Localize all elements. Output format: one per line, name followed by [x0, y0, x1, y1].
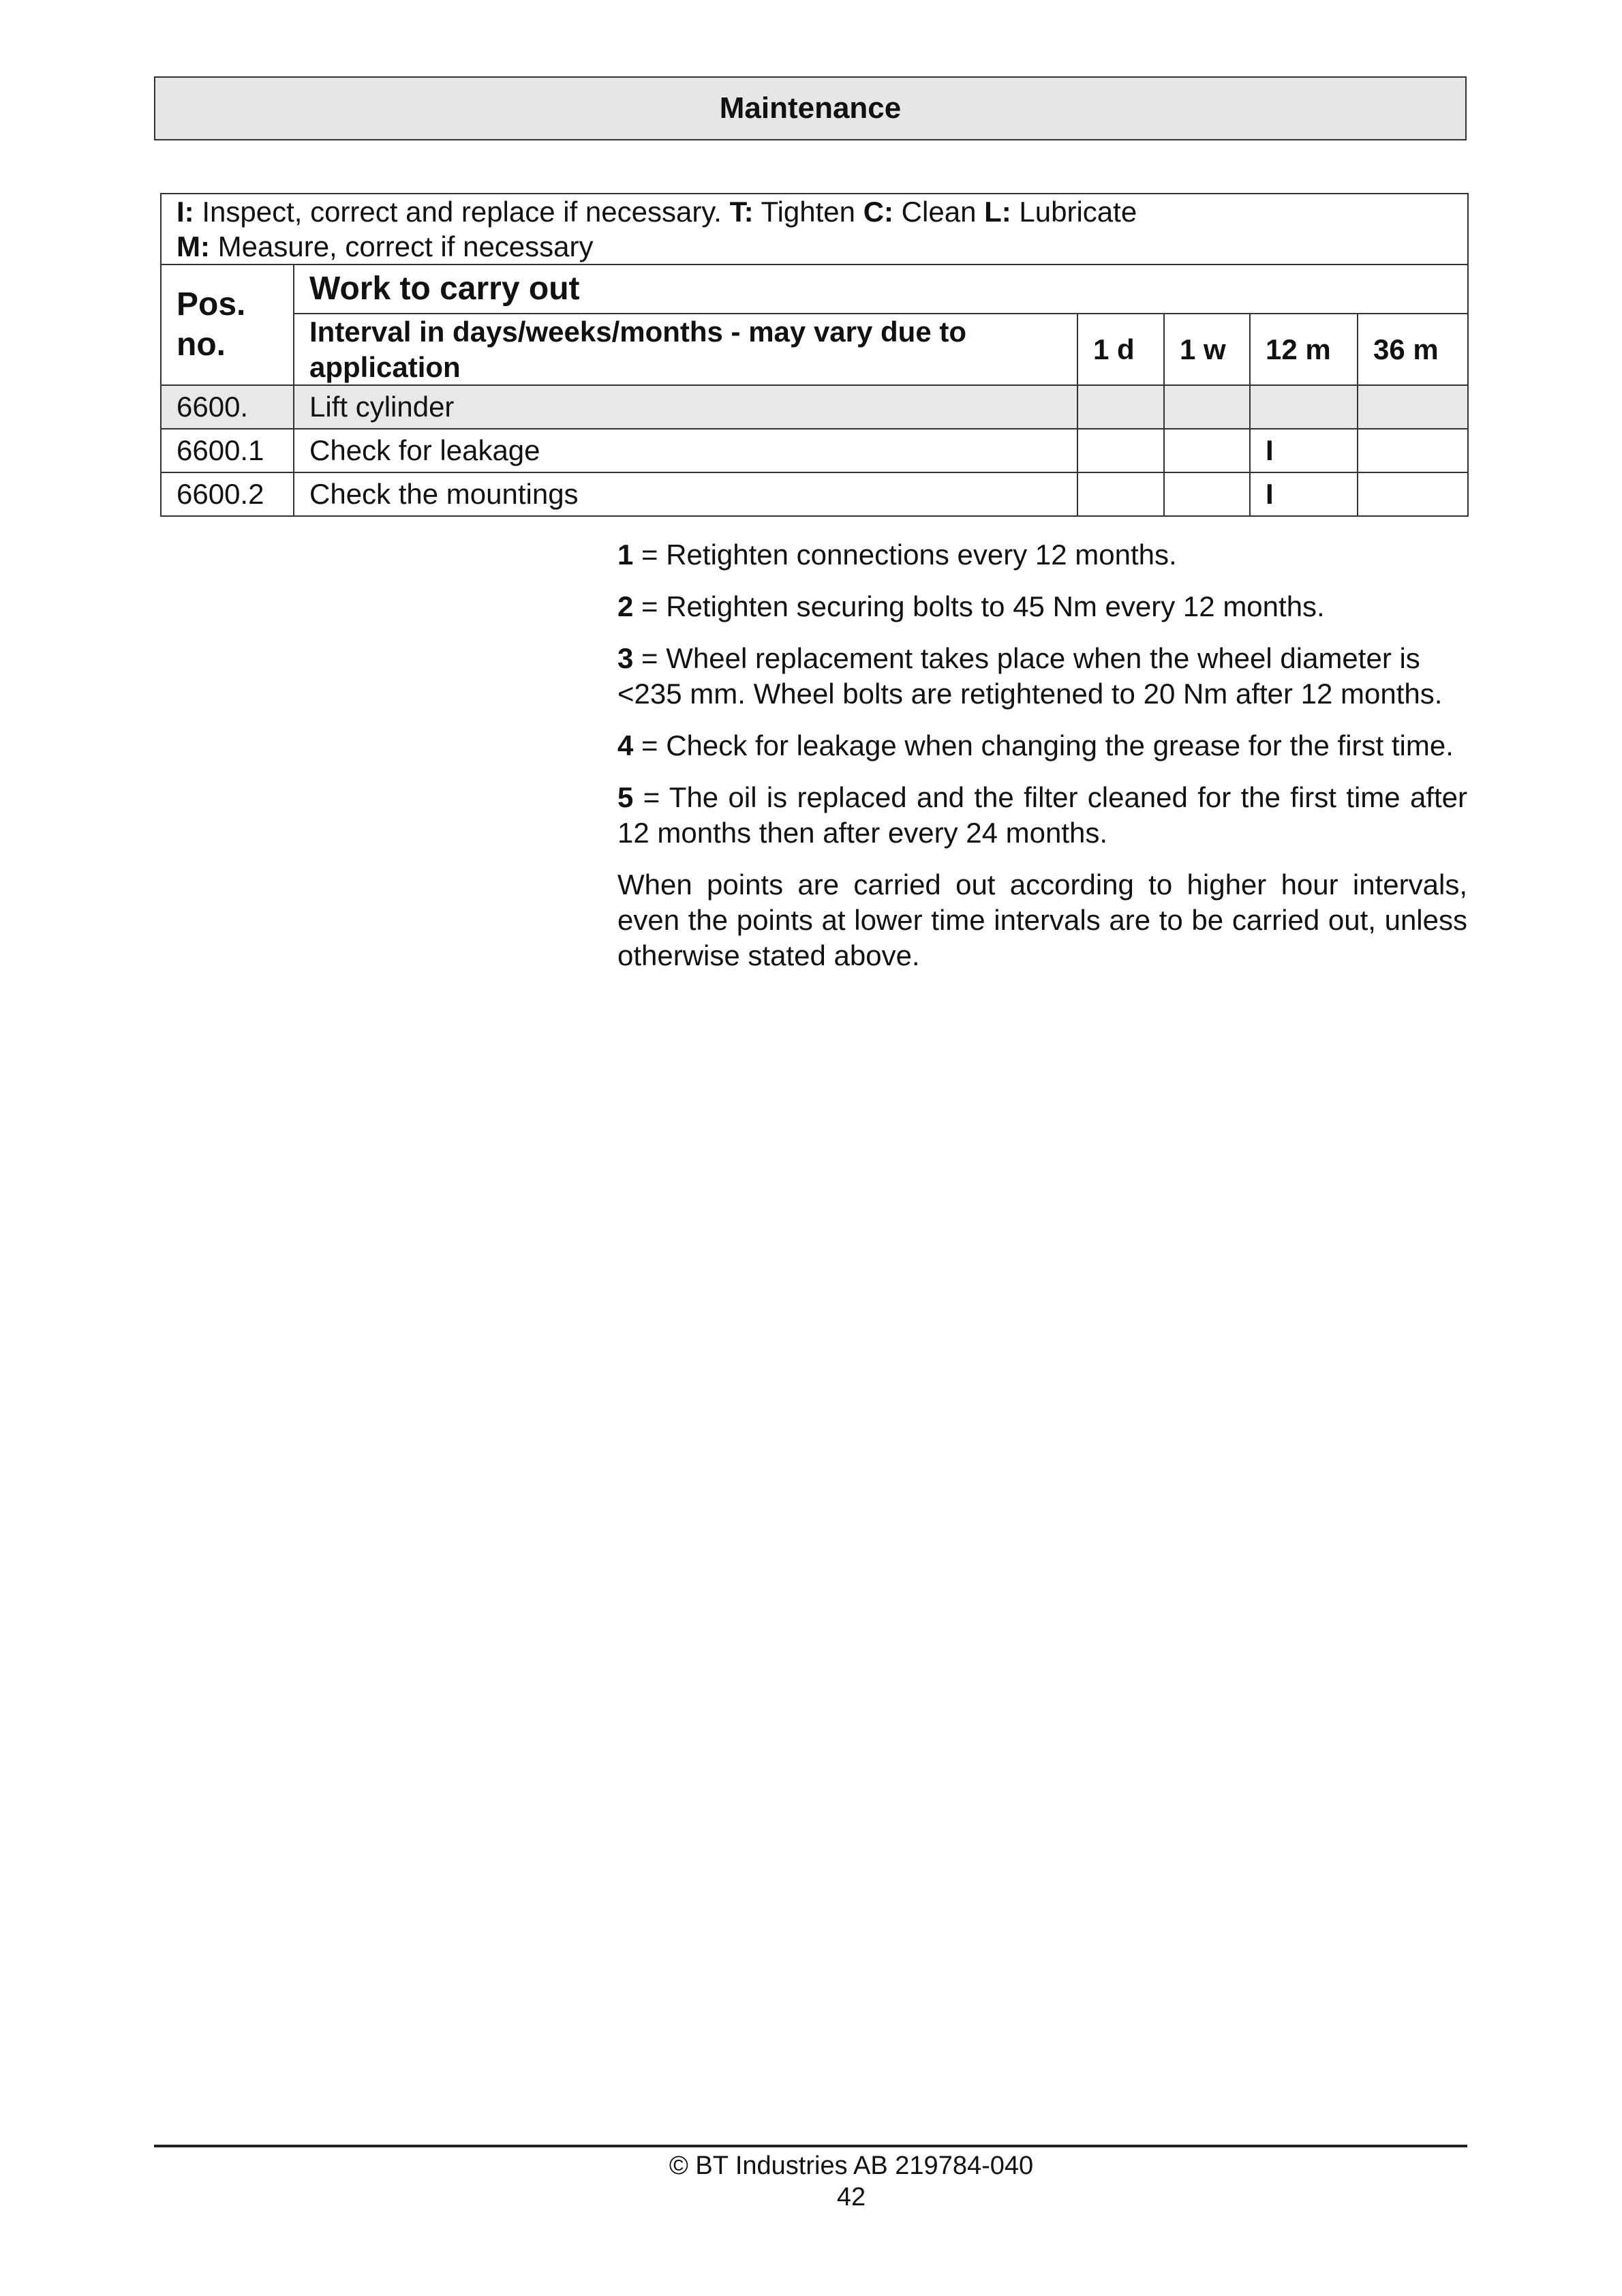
legend-text: Measure, correct if necessary: [209, 230, 594, 263]
mark-cell: [1164, 429, 1250, 472]
footnote: [617, 641, 1467, 712]
pos-header: [161, 265, 294, 384]
legend-text: Clean: [893, 196, 985, 228]
column-header-1w: 1 w: [1164, 314, 1250, 384]
pos-cell: 6600.: [161, 385, 294, 429]
maintenance-table: [160, 193, 1469, 517]
footnote-number: 3: [617, 642, 634, 674]
table-row: [161, 472, 1468, 516]
section-header: [154, 76, 1467, 140]
footnote-number: 5: [617, 781, 634, 813]
mark-cell: [1077, 385, 1164, 429]
column-header-36m: 36 m: [1358, 314, 1468, 384]
legend-line-1: [177, 194, 1452, 229]
footnote-text: = Retighten connections every 12 months.: [633, 539, 1177, 571]
mark-cell: [1077, 472, 1164, 516]
mark-cell: I: [1250, 472, 1358, 516]
mark-cell: [1358, 385, 1468, 429]
footnotes: [617, 537, 1467, 990]
legend-code: M:: [177, 230, 210, 263]
mark-cell: [1250, 385, 1358, 429]
pos-cell: 6600.2: [161, 472, 294, 516]
legend-line-2: [177, 229, 1452, 264]
table-row: [161, 429, 1468, 472]
section-title: Maintenance: [719, 91, 902, 125]
mark-cell: [1164, 472, 1250, 516]
footer-divider: [154, 2145, 1467, 2147]
footnote: [617, 728, 1467, 764]
legend-text: Lubricate: [1011, 196, 1137, 228]
footnote-text: = Retighten securing bolts to 45 Nm every 12 months.: [633, 590, 1325, 622]
pos-header-line1: Pos.: [177, 286, 246, 323]
legend-code: I:: [177, 196, 194, 228]
mark-cell: I: [1250, 429, 1358, 472]
footnote-number: 2: [617, 590, 634, 622]
legend-code: C:: [863, 196, 894, 228]
page-number: 42: [836, 2183, 866, 2211]
header-row-2: [161, 314, 1468, 384]
interval-header: Interval in days/weeks/months - may vary due to application: [294, 314, 1077, 384]
footnote-number: 4: [617, 729, 634, 761]
work-header: Work to carry out: [294, 265, 1468, 314]
general-note: [617, 867, 1467, 973]
legend-cell: [161, 194, 1468, 265]
general-note-text: When points are carried out according to higher hour intervals, even the points at lower time intervals are to be carried out, unless otherwise stated above.: [617, 868, 1467, 971]
footer-copyright: © BT Industries AB 219784-040: [669, 2151, 1034, 2180]
work-cell: Lift cylinder: [294, 385, 1077, 429]
pos-header-line2: no.: [177, 326, 226, 363]
work-cell: Check the mountings: [294, 472, 1077, 516]
legend-text: Tighten: [753, 196, 863, 228]
footnote-text: = Check for leakage when changing the grease for the first time.: [633, 729, 1454, 761]
table-row: [161, 385, 1468, 429]
legend-text: Inspect, correct and replace if necessary.: [194, 196, 730, 228]
mark-cell: [1358, 429, 1468, 472]
mark-cell: [1358, 472, 1468, 516]
footnote-text: = The oil is replaced and the filter cleaned for the first time after 12 months then after every 24 months.: [617, 781, 1467, 849]
mark-cell: [1164, 385, 1250, 429]
legend-row: [161, 194, 1468, 265]
footnote: [617, 589, 1467, 624]
footnote: [617, 780, 1467, 851]
work-cell: Check for leakage: [294, 429, 1077, 472]
legend-code: L:: [984, 196, 1011, 228]
pos-cell: 6600.1: [161, 429, 294, 472]
footnote-number: 1: [617, 539, 634, 571]
column-header-1d: 1 d: [1077, 314, 1164, 384]
column-header-12m: 12 m: [1250, 314, 1358, 384]
footnote: [617, 537, 1467, 573]
legend-code: T:: [729, 196, 754, 228]
footnote-text: = Wheel replacement takes place when the wheel diameter is <235 mm. Wheel bolts are retightened to 20 Nm after 12 months.: [617, 642, 1443, 710]
mark-cell: [1077, 429, 1164, 472]
header-row-1: [161, 265, 1468, 314]
